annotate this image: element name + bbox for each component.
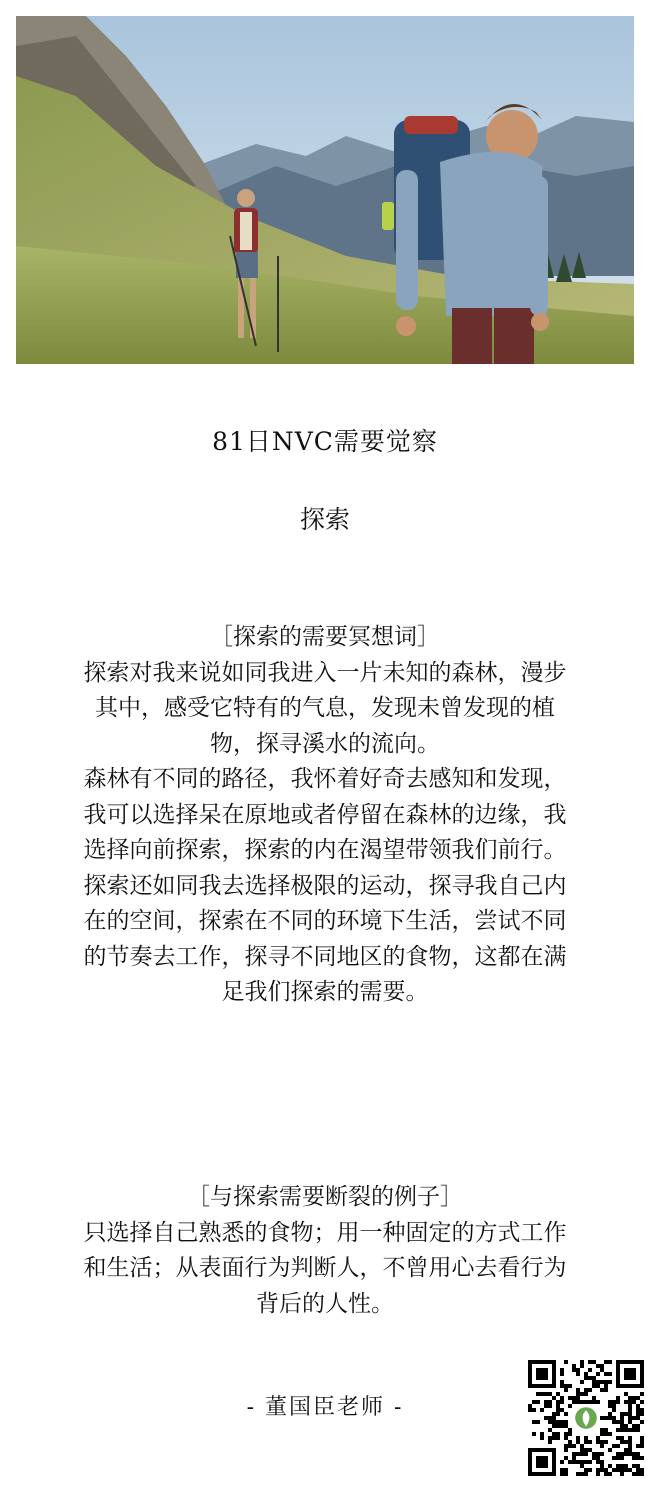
page-subtitle: 探索: [299, 505, 350, 534]
man-hiker: [382, 104, 549, 364]
section-heading: ［与探索需要断裂的例子］: [187, 1184, 463, 1210]
section-heading: ［探索的需要冥想词］: [210, 624, 440, 650]
author-signature: - 董国臣老师 -: [246, 1395, 404, 1420]
qr-code-icon: [528, 1360, 644, 1476]
hero-photo: [16, 16, 634, 364]
page-title: 81日NVC需要觉察: [212, 427, 438, 456]
meditation-section: [82, 620, 568, 1011]
paragraph: 森林有不同的路径，我怀着好奇去感知和发现，我可以选择呆在原地或者停留在森林的边缘，我选择向前探索，探索的内在渴望带领我们前行。: [83, 766, 567, 863]
paragraph: 只选择自己熟悉的食物；用一种固定的方式工作和生活；从表面行为判断人，不曾用心去看行为背后的人性。: [83, 1219, 567, 1317]
paragraph: 探索对我来说如同我进入一片未知的森林，漫步其中，感受它特有的气息，发现未曾发现的植物，探寻溪水的流向。: [83, 659, 567, 757]
hikers-photo-illustration: [16, 16, 634, 364]
paragraph: 探索还如同我去选择极限的运动，探寻我自己内在的空间，探索在不同的环境下生活，尝试不同的节奏去工作，探寻不同地区的食物，这都在满足我们探索的需要。: [83, 872, 567, 1005]
disconnection-section: [82, 1180, 568, 1322]
